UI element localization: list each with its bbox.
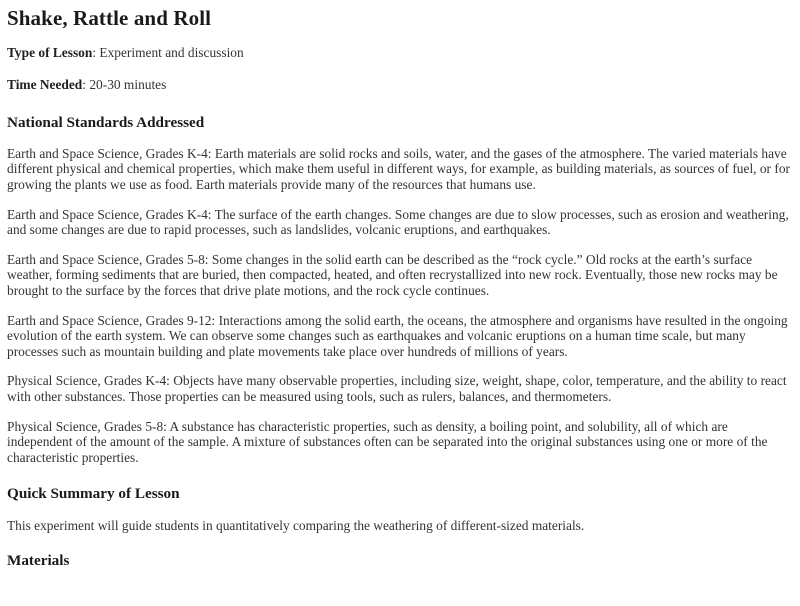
meta-time-needed-label: Time Needed [7,76,83,92]
standards-paragraph-earth-k4-surface: Earth and Space Science, Grades K-4: The surface of the earth changes. Some changes are due to slow processes, such as erosion and weathering, and some changes are due to rapid processes, such as landslides, volcanic eruptions, and earthquakes. [7,206,789,238]
standards-paragraph-earth-k4-materials: Earth and Space Science, Grades K-4: Earth materials are solid rocks and soils, water, and the gases of the atmosphere. The varied materials have different physical and chemical properties, which make them useful in different ways, for example, as building materials, as sources of fuel, or for growing the plants we use as food. Earth materials provide many of the resources that humans use. [7,145,790,193]
section-heading-quick-summary: Quick Summary of Lesson [7,485,180,503]
document-page [0,6,800,570]
section-heading-materials: Materials [7,552,70,570]
page-title: Shake, Rattle and Roll [7,6,212,30]
meta-type-of-lesson [7,45,792,62]
meta-type-of-lesson-label: Type of Lesson [7,45,93,61]
meta-type-of-lesson-separator: : [92,45,100,61]
meta-time-needed-value: 20-30 minutes [89,76,167,92]
section-heading-national-standards: National Standards Addressed [7,113,205,131]
standards-paragraph-earth-912-interactions: Earth and Space Science, Grades 9-12: Interactions among the solid earth, the oceans, the atmosphere and organisms have resulted in the ongoing evolution of the earth system. We can observe some changes such as earthquakes and volcanic eruptions on a human time scale, but many processes such as mountain building and plate movements take place over hundreds of millions of years. [7,312,788,359]
standards-paragraph-physical-k4-properties: Physical Science, Grades K-4: Objects have many observable properties, including size, weight, shape, color, temperature, and the ability to react with other substances. Those properties can be measured using tools, such as rulers, balances, and thermometers. [7,373,787,404]
meta-type-of-lesson-value: Experiment and discussion [99,45,244,61]
meta-time-needed [7,77,792,94]
standards-paragraph-earth-58-rock-cycle: Earth and Space Science, Grades 5-8: Some changes in the solid earth can be described as the “rock cycle.” Old rocks at the earth’s surface weather, forming sediments that are buried, then compacted, heated, and often recrystallized into new rock. Eventually, those new rocks may be brought to the surface by the forces that drive plate motions, and the rock cycle continues. [7,251,778,299]
meta-time-needed-separator: : [82,76,90,92]
quick-summary-paragraph: This experiment will guide students in quantitatively comparing the weathering of different-sized materials. [7,517,585,533]
standards-paragraph-physical-58-substance: Physical Science, Grades 5-8: A substance has characteristic properties, such as density, a boiling point, and solubility, all of which are independent of the amount of the sample. A mixture of substances often can be separated into the original substances using one or more of the characteristic properties. [7,418,768,465]
